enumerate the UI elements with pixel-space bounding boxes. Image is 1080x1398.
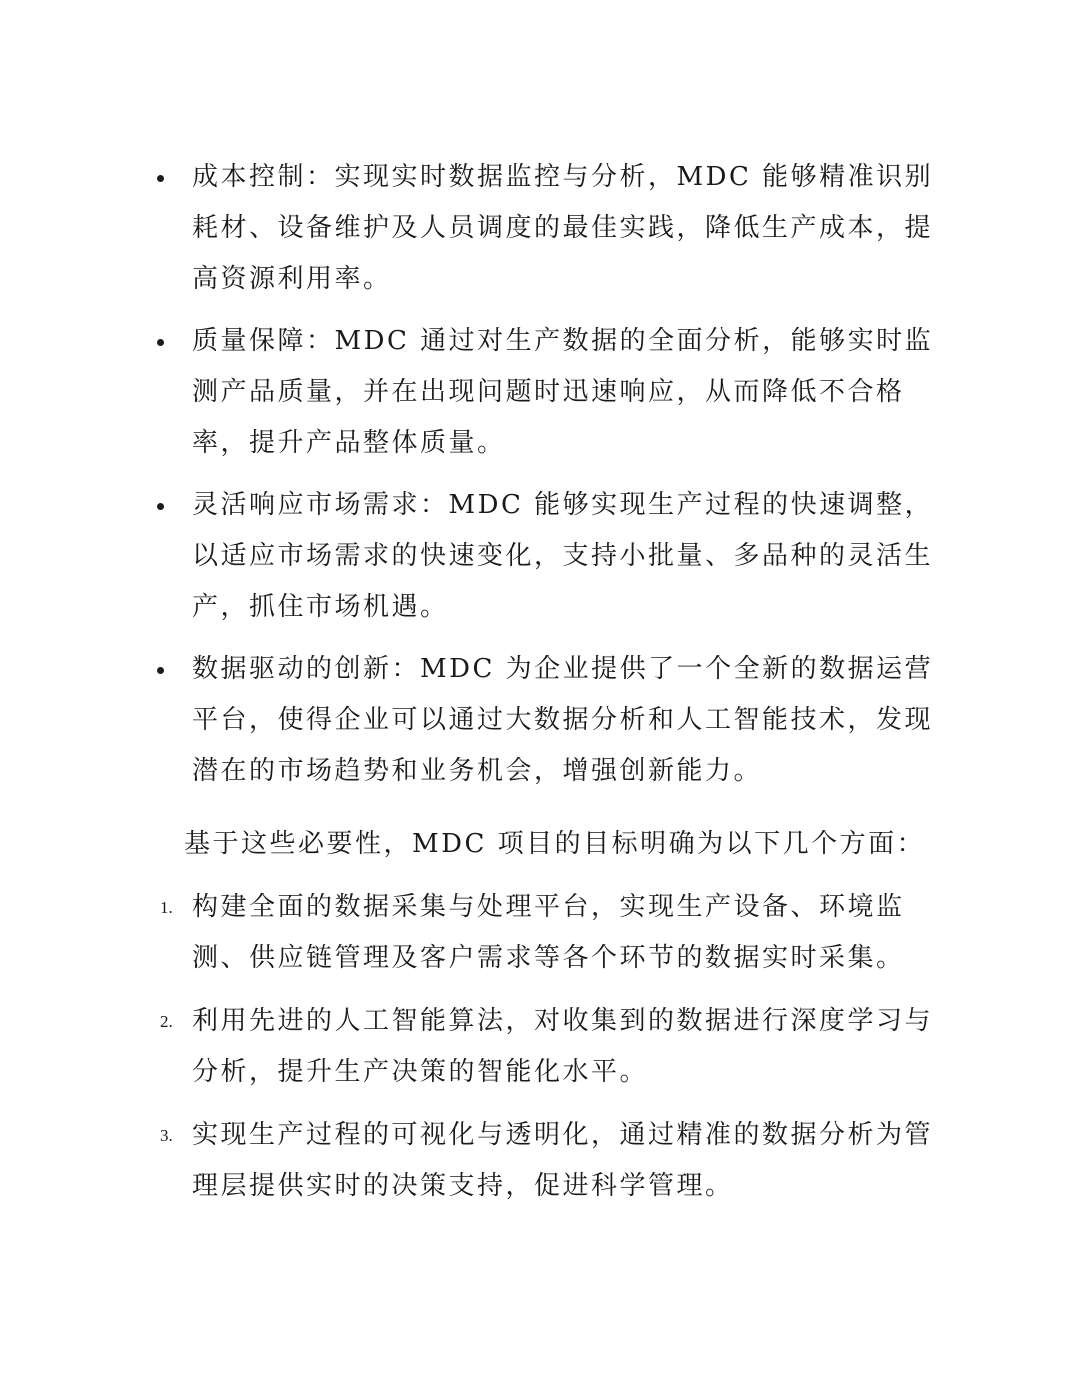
- numbered-item-3: [150, 1110, 960, 1212]
- bullet-text: 灵活响应市场需求：MDC 能够实现生产过程的快速调整，以适应市场需求的快速变化，支持小批量、多品种的灵活生产，抓住市场机遇。: [192, 490, 934, 622]
- bullet-dot-icon: [157, 175, 164, 182]
- item-number: 1.: [160, 898, 173, 917]
- bullet-text: 质量保障：MDC 通过对生产数据的全面分析，能够实时监测产品质量，并在出现问题时迅速响应，从而降低不合格率，提升产品整体质量。: [192, 326, 934, 458]
- bullet-item-quality-assurance: [150, 316, 960, 469]
- numbered-list: [150, 882, 960, 1212]
- bullet-item-data-innovation: [150, 644, 960, 797]
- bullet-text: 数据驱动的创新：MDC 为企业提供了一个全新的数据运营平台，使得企业可以通过大数据分析和人工智能技术，发现潜在的市场趋势和业务机会，增强创新能力。: [192, 654, 934, 786]
- numbered-item-2: [150, 996, 960, 1098]
- numbered-text: 实现生产过程的可视化与透明化，通过精准的数据分析为管理层提供实时的决策支持，促进科学管理。: [192, 1120, 934, 1201]
- item-number: 3.: [160, 1126, 173, 1145]
- bullet-dot-icon: [157, 503, 164, 510]
- item-number: 2.: [160, 1012, 173, 1031]
- bullet-item-market-response: [150, 480, 960, 633]
- bullet-list: [150, 152, 960, 797]
- intro-paragraph: 基于这些必要性，MDC 项目的目标明确为以下几个方面：: [184, 829, 926, 859]
- numbered-text: 构建全面的数据采集与处理平台，实现生产设备、环境监测、供应链管理及客户需求等各个环节的数据实时采集。: [192, 892, 905, 973]
- bullet-text: 成本控制：实现实时数据监控与分析，MDC 能够精准识别耗材、设备维护及人员调度的最佳实践，降低生产成本，提高资源利用率。: [192, 162, 934, 294]
- bullet-dot-icon: [157, 667, 164, 674]
- bullet-item-cost-control: [150, 152, 960, 305]
- bullet-dot-icon: [157, 339, 164, 346]
- document-body: [150, 152, 960, 1212]
- numbered-item-1: [150, 882, 960, 984]
- numbered-text: 利用先进的人工智能算法，对收集到的数据进行深度学习与分析，提升生产决策的智能化水平。: [192, 1006, 934, 1087]
